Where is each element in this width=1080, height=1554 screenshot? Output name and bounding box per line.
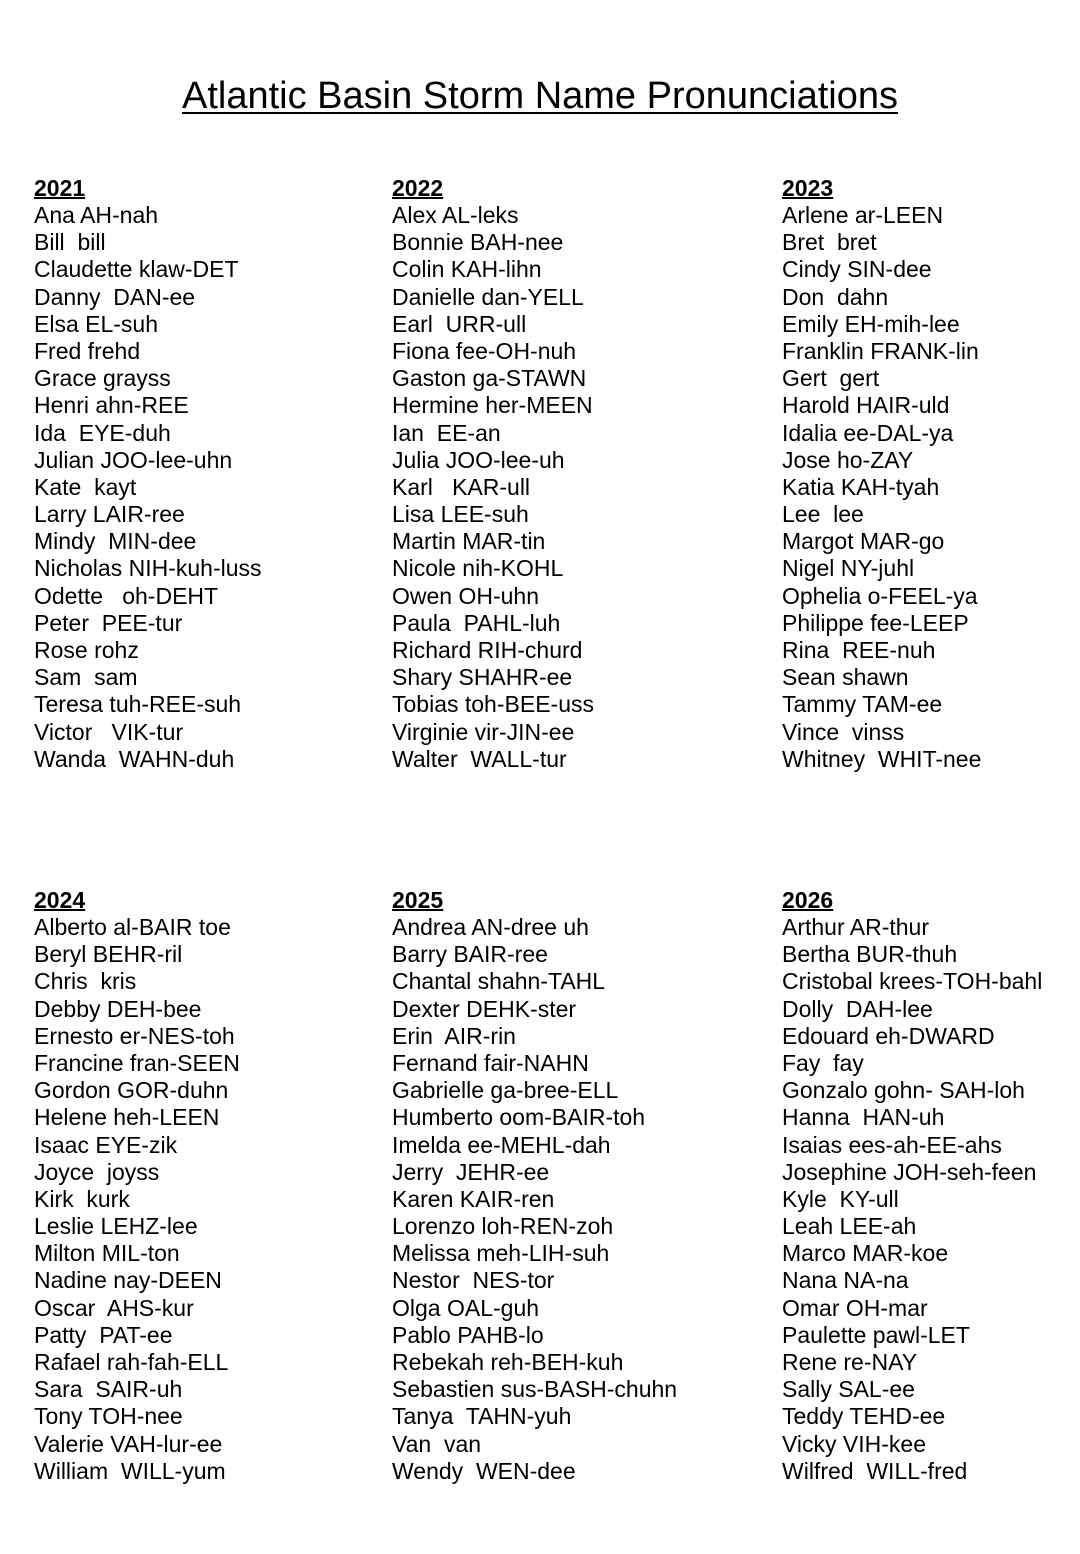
storm-name-entry: Margot MAR-go <box>782 528 945 555</box>
storm-name-entry: Lee lee <box>782 501 864 528</box>
storm-name-entry: Leslie LEHZ-lee <box>34 1213 198 1240</box>
storm-name-entry: Alberto al-BAIR toe <box>34 914 231 940</box>
storm-name-entry: Marco MAR-koe <box>782 1240 949 1267</box>
storm-name-entry: Arlene ar-LEEN <box>782 202 944 228</box>
storm-name-entry: Teddy TEHD-ee <box>782 1403 946 1430</box>
storm-name-entry: Tammy TAM-ee <box>782 691 943 718</box>
storm-name-entry: Harold HAIR-uld <box>782 392 950 419</box>
storm-name-entry: Gonzalo gohn- SAH-loh <box>782 1077 1025 1104</box>
storm-name-entry: Earl URR-ull <box>392 310 527 337</box>
storm-name-entry: Fernand fair-NAHN <box>392 1049 589 1076</box>
year-column-2024 <box>34 887 240 1485</box>
storm-name-entry: Wilfred WILL-fred <box>782 1457 968 1484</box>
storm-name-entry: Andrea AN-dree uh <box>392 914 589 940</box>
storm-name-entry: Teresa tuh-REE-suh <box>34 691 242 718</box>
storm-name-list <box>34 914 240 1485</box>
storm-name-entry: Sam sam <box>34 664 138 691</box>
storm-name-entry: Imelda ee-MEHL-dah <box>392 1131 611 1158</box>
storm-name-entry: Danny DAN-ee <box>34 283 196 310</box>
storm-name-entry: Tobias toh-BEE-uss <box>392 691 594 718</box>
year-heading: 2023 <box>782 175 834 201</box>
page-title: Atlantic Basin Storm Name Pronunciations <box>182 75 898 117</box>
storm-name-entry: Sebastien sus-BASH-chuhn <box>392 1376 678 1403</box>
storm-name-entry: Danielle dan-YELL <box>392 283 584 310</box>
storm-name-entry: Julian JOO-lee-uhn <box>34 446 233 473</box>
storm-name-entry: Gordon GOR-duhn <box>34 1077 229 1104</box>
storm-name-entry: Paulette pawl-LET <box>782 1321 970 1348</box>
storm-name-entry: Ian EE-an <box>392 419 501 446</box>
storm-name-entry: Hermine her-MEEN <box>392 392 593 419</box>
storm-name-entry: Olga OAL-guh <box>392 1294 540 1321</box>
storm-name-entry: William WILL-yum <box>34 1457 226 1484</box>
storm-name-entry: Jose ho-ZAY <box>782 446 914 473</box>
storm-name-entry: Hanna HAN-uh <box>782 1104 945 1131</box>
storm-name-entry: Edouard eh-DWARD <box>782 1022 995 1049</box>
storm-name-list <box>782 202 981 773</box>
storm-name-entry: Martin MAR-tin <box>392 528 546 555</box>
storm-name-entry: Karl KAR-ull <box>392 473 531 500</box>
storm-name-entry: Kate kayt <box>34 473 137 500</box>
storm-name-entry: Rene re-NAY <box>782 1349 918 1375</box>
storm-name-entry: Colin KAH-lihn <box>392 256 542 283</box>
storm-name-entry: Kirk kurk <box>34 1185 130 1212</box>
storm-name-entry: Leah LEE-ah <box>782 1213 917 1240</box>
storm-name-entry: Nicole nih-KOHL <box>392 555 564 582</box>
storm-name-entry: Isaias ees-ah-EE-ahs <box>782 1131 1002 1158</box>
year-heading: 2025 <box>392 887 444 913</box>
storm-name-entry: Emily EH-mih-lee <box>782 310 960 337</box>
storm-name-entry: Sally SAL-ee <box>782 1376 915 1403</box>
storm-name-entry: Karen KAIR-ren <box>392 1185 555 1212</box>
storm-name-entry: Van van <box>392 1430 482 1457</box>
storm-name-entry: Cristobal krees-TOH-bahl <box>782 968 1043 995</box>
storm-name-entry: Owen OH-uhn <box>392 582 540 609</box>
storm-name-entry: Virginie vir-JIN-ee <box>392 718 575 745</box>
storm-name-entry: Franklin FRANK-lin <box>782 337 979 364</box>
storm-name-entry: Walter WALL-tur <box>392 745 567 772</box>
storm-name-entry: Barry BAIR-ree <box>392 941 548 968</box>
storm-name-entry: Lisa LEE-suh <box>392 501 529 528</box>
storm-name-entry: Grace grayss <box>34 365 171 392</box>
storm-name-entry: Chantal shahn-TAHL <box>392 968 606 995</box>
storm-name-entry: Joyce joyss <box>34 1158 160 1185</box>
storm-name-entry: Sara SAIR-uh <box>34 1376 183 1403</box>
storm-name-entry: Bret bret <box>782 229 877 256</box>
storm-name-entry: Don dahn <box>782 283 889 310</box>
storm-name-entry: Philippe fee-LEEP <box>782 609 969 636</box>
storm-name-entry: Erin AIR-rin <box>392 1022 516 1049</box>
storm-name-entry: Julia JOO-lee-uh <box>392 446 565 473</box>
storm-name-entry: Gert gert <box>782 365 880 392</box>
storm-name-entry: Sean shawn <box>782 664 909 691</box>
storm-name-entry: Victor VIK-tur <box>34 718 184 745</box>
storm-name-entry: Bill bill <box>34 229 106 256</box>
storm-name-entry: Katia KAH-tyah <box>782 473 940 500</box>
storm-name-entry: Nadine nay-DEEN <box>34 1267 222 1294</box>
storm-name-entry: Oscar AHS-kur <box>34 1294 194 1321</box>
storm-name-entry: Wanda WAHN-duh <box>34 745 235 772</box>
storm-name-list <box>782 914 1042 1485</box>
storm-name-entry: Ana AH-nah <box>34 202 159 228</box>
storm-name-entry: Rebekah reh-BEH-kuh <box>392 1349 624 1375</box>
storm-name-entry: Claudette klaw-DET <box>34 256 239 283</box>
storm-name-entry: Larry LAIR-ree <box>34 501 185 528</box>
storm-name-entry: Bertha BUR-thuh <box>782 941 958 968</box>
storm-name-entry: Lorenzo loh-REN-zoh <box>392 1213 614 1240</box>
storm-name-entry: Valerie VAH-lur-ee <box>34 1430 223 1457</box>
storm-name-entry: Idalia ee-DAL-ya <box>782 419 954 446</box>
storm-name-entry: Francine fran-SEEN <box>34 1049 240 1076</box>
storm-name-entry: Rose rohz <box>34 637 139 663</box>
storm-name-entry: Rina REE-nuh <box>782 637 936 663</box>
storm-name-entry: Dexter DEHK-ster <box>392 995 577 1022</box>
year-column-2025 <box>392 887 677 1485</box>
storm-name-entry: Kyle KY-ull <box>782 1185 899 1212</box>
storm-name-entry: Nicholas NIH-kuh-luss <box>34 555 262 582</box>
storm-name-entry: Chris kris <box>34 968 137 995</box>
storm-name-entry: Vicky VIH-kee <box>782 1430 927 1457</box>
storm-name-entry: Bonnie BAH-nee <box>392 229 564 256</box>
storm-name-entry: Nana NA-na <box>782 1267 909 1294</box>
storm-name-list <box>34 202 262 773</box>
storm-name-entry: Tanya TAHN-yuh <box>392 1403 572 1430</box>
storm-name-entry: Odette oh-DEHT <box>34 582 219 609</box>
storm-name-list <box>392 202 594 773</box>
storm-name-entry: Melissa meh-LIH-suh <box>392 1240 610 1267</box>
storm-name-entry: Henri ahn-REE <box>34 392 189 419</box>
year-column-2021 <box>34 175 262 773</box>
year-column-2023 <box>782 175 981 773</box>
storm-name-entry: Debby DEH-bee <box>34 995 202 1022</box>
storm-name-entry: Fiona fee-OH-nuh <box>392 337 577 364</box>
year-heading: 2021 <box>34 175 86 201</box>
storm-name-list <box>392 914 677 1485</box>
storm-name-entry: Milton MIL-ton <box>34 1240 180 1267</box>
year-column-2026 <box>782 887 1042 1485</box>
storm-name-entry: Gabrielle ga-bree-ELL <box>392 1077 619 1104</box>
storm-name-entry: Omar OH-mar <box>782 1294 928 1321</box>
storm-name-entry: Patty PAT-ee <box>34 1321 173 1348</box>
storm-name-entry: Tony TOH-nee <box>34 1403 183 1430</box>
storm-name-entry: Vince vinss <box>782 718 905 745</box>
year-column-2022 <box>392 175 594 773</box>
storm-name-entry: Dolly DAH-lee <box>782 995 933 1022</box>
storm-name-entry: Peter PEE-tur <box>34 609 183 636</box>
storm-name-entry: Ernesto er-NES-toh <box>34 1022 235 1049</box>
storm-name-entry: Isaac EYE-zik <box>34 1131 178 1158</box>
storm-name-entry: Helene heh-LEEN <box>34 1104 220 1131</box>
storm-name-entry: Whitney WHIT-nee <box>782 745 982 772</box>
storm-name-entry: Pablo PAHB-lo <box>392 1321 544 1348</box>
storm-name-entry: Cindy SIN-dee <box>782 256 932 283</box>
year-heading: 2024 <box>34 887 86 913</box>
storm-name-entry: Nestor NES-tor <box>392 1267 555 1294</box>
storm-name-entry: Nigel NY-juhl <box>782 555 915 582</box>
storm-name-entry: Fay fay <box>782 1049 864 1076</box>
storm-name-entry: Elsa EL-suh <box>34 310 159 337</box>
storm-name-entry: Richard RIH-churd <box>392 637 583 663</box>
storm-name-entry: Gaston ga-STAWN <box>392 365 587 392</box>
storm-name-entry: Wendy WEN-dee <box>392 1457 576 1484</box>
storm-name-entry: Rafael rah-fah-ELL <box>34 1349 229 1375</box>
storm-name-entry: Ophelia o-FEEL-ya <box>782 582 978 609</box>
storm-name-entry: Humberto oom-BAIR-toh <box>392 1104 646 1131</box>
storm-name-entry: Jerry JEHR-ee <box>392 1158 550 1185</box>
storm-name-entry: Fred frehd <box>34 337 141 364</box>
year-heading: 2022 <box>392 175 444 201</box>
storm-name-entry: Arthur AR-thur <box>782 914 929 940</box>
storm-name-entry: Ida EYE-duh <box>34 419 171 446</box>
year-heading: 2026 <box>782 887 834 913</box>
storm-name-entry: Shary SHAHR-ee <box>392 664 573 691</box>
storm-name-entry: Paula PAHL-luh <box>392 609 561 636</box>
storm-name-entry: Josephine JOH-seh-feen <box>782 1158 1037 1185</box>
storm-name-entry: Alex AL-leks <box>392 202 519 228</box>
storm-name-entry: Mindy MIN-dee <box>34 528 197 555</box>
storm-name-entry: Beryl BEHR-ril <box>34 941 183 968</box>
